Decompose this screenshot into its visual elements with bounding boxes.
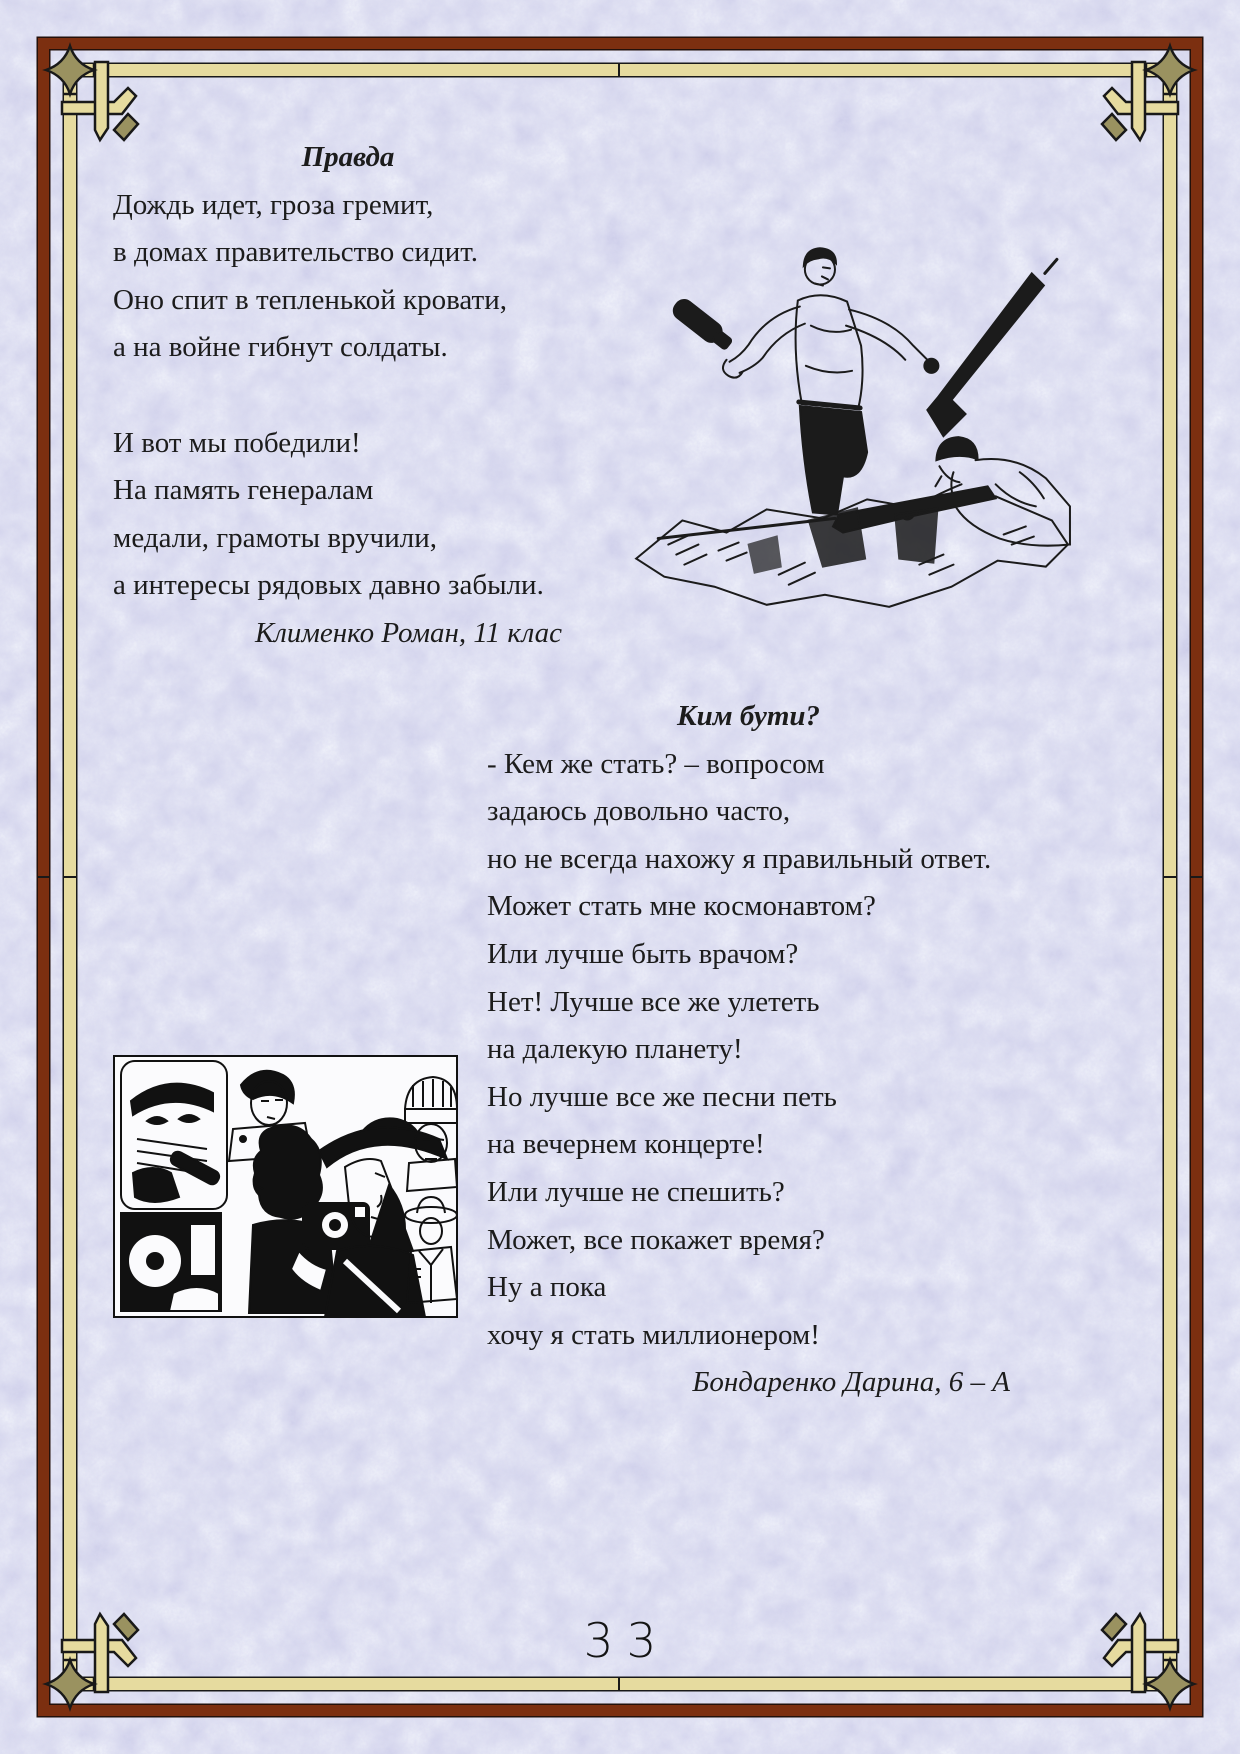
poem-line: Может стать мне космонавтом?	[487, 890, 876, 923]
poem-pravda	[113, 134, 583, 658]
soldiers-illustration	[598, 213, 1080, 615]
poem-line: Или лучше быть врачом?	[487, 937, 799, 970]
poem-title: Правда	[301, 141, 395, 173]
poem-line: И вот мы победили!	[113, 426, 361, 459]
poem-author: Клименко Роман, 11 клас	[255, 616, 562, 649]
corner-ornament-icon	[1084, 36, 1204, 156]
poem-line: Но лучше все же песни петь	[487, 1080, 837, 1113]
poem-line: на далекую планету!	[487, 1033, 743, 1066]
frame-joint	[38, 876, 49, 878]
professions-illustration	[113, 1055, 458, 1318]
poem-line: - Кем же стать? – вопросом	[487, 747, 825, 780]
poem-line: Оно спит в тепленькой кровати,	[113, 283, 507, 316]
poem-line: на вечернем концерте!	[487, 1128, 765, 1161]
poem-title: Ким бути?	[676, 700, 821, 732]
frame-joint	[618, 1678, 620, 1690]
poem-line: но не всегда нахожу я правильный ответ.	[487, 842, 992, 875]
stanza-gap	[113, 372, 583, 420]
poem-stanza	[487, 741, 1010, 1360]
poem-line: задаюсь довольно часто,	[487, 795, 791, 828]
frame-joint	[1191, 876, 1202, 878]
poem-stanza	[113, 420, 583, 610]
poem-line: в домах правительство сидит.	[113, 236, 478, 269]
poem-line: Дождь идет, гроза гремит,	[113, 188, 434, 221]
poem-kym-buty	[487, 693, 1010, 1407]
poem-line: Или лучше не спешить?	[487, 1175, 785, 1208]
poem-line: Может, все покажет время?	[487, 1223, 825, 1256]
poem-line: медали, грамоты вручили,	[113, 521, 438, 554]
frame-joint	[1164, 876, 1176, 878]
frame-joint	[618, 64, 620, 76]
poem-stanza	[113, 182, 583, 372]
poem-line: а интересы рядовых давно забыли.	[113, 569, 544, 602]
poem-line: На память генералам	[113, 474, 374, 507]
poem-author: Бондаренко Дарина, 6 – А	[692, 1366, 1010, 1399]
poem-line: а на войне гибнут солдаты.	[113, 331, 448, 364]
page-number: 33	[583, 1614, 670, 1669]
poem-line: хочу я стать миллионером!	[487, 1318, 820, 1351]
frame-joint	[64, 876, 76, 878]
poem-line: Нет! Лучше все же улететь	[487, 985, 820, 1018]
poem-line: Ну а пока	[487, 1271, 607, 1304]
